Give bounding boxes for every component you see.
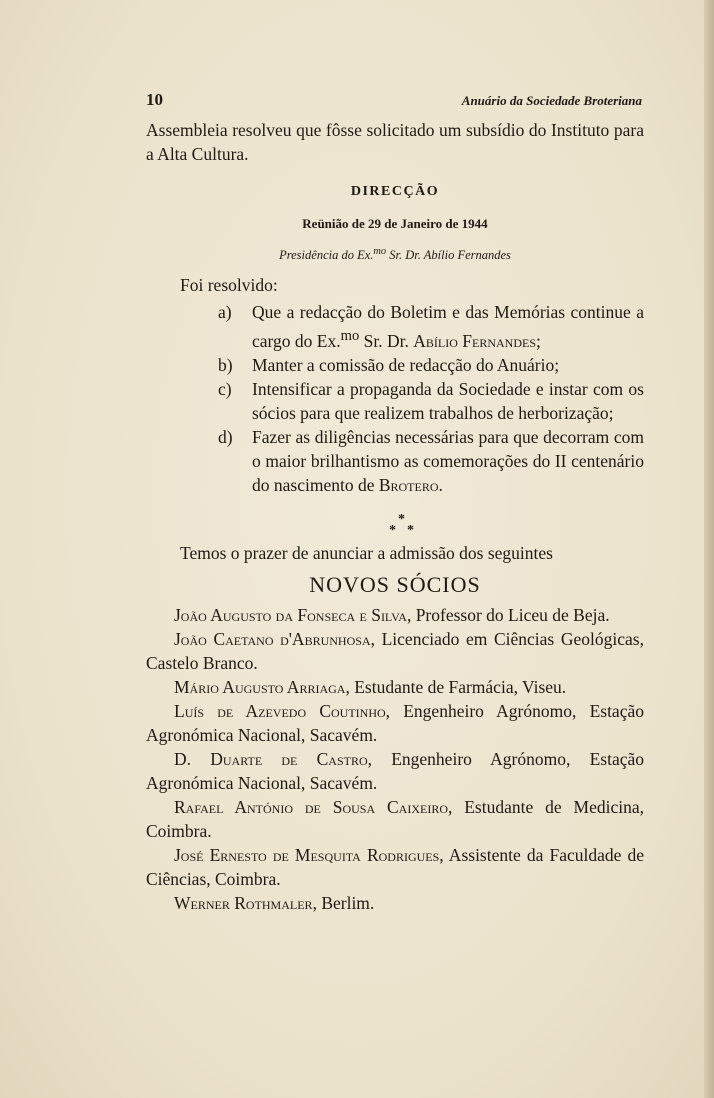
item-text: ; [536,330,541,351]
member-desc: , Professor do Liceu de Beja. [406,604,610,625]
member-desc: , Estudante de Medicina, Coimbra. [146,796,644,841]
member-name: João Caetano d'Abrunhosa [174,628,371,649]
member-entry [146,843,644,891]
asterism [146,505,644,541]
text-column [146,118,644,915]
list-item [206,353,644,377]
member-desc: , Berlim. [312,892,375,913]
member-desc: , Engenheiro Agrónomo, Estação Agronómica Nacional, Sacavém. [146,748,644,793]
list-item [206,300,644,353]
list-item [206,425,644,497]
meeting-heading: Reünião de 29 de Janeiro de 1944 [302,216,488,231]
item-marker: c) [218,378,232,399]
item-text: Que a redacção do Boletim e das Memórias continue a cargo do Ex. [252,302,644,351]
member-entry [146,627,644,675]
item-sup: mo [340,328,360,345]
member-entry [146,747,644,795]
member-name: Werner Rothmaler [174,892,313,913]
page-edge [704,0,714,1098]
section-title-direccao: DIRECÇÃO [350,184,440,199]
member-entry [146,603,644,627]
opening-paragraph: Assembleia resolveu que fôsse solicitado um subsídio do Instituto para a Alta Cultura. [146,120,644,164]
item-marker: a) [218,302,232,323]
asterism-star: * [407,522,414,538]
member-name: João Augusto da Fonseca e Silva [174,604,407,625]
asterism-star: * [389,522,396,538]
member-name: Luís de Azevedo Coutinho [174,700,386,721]
item-text: . [438,474,443,495]
member-desc: , Engenheiro Agrónomo, Estação Agronómica Nacional, Sacavém. [146,700,644,745]
presidency-line [146,240,644,267]
presidency-suffix: Sr. Dr. Abílio Fernandes [386,248,511,263]
item-text: Intensificar a propaganda da Sociedade e instar com os sócios para que realizem trabalhos de herborização; [252,378,644,423]
member-name: José Ernesto de Mesquita Rodrigues [174,844,440,865]
running-title: Anuário da Sociedade Broteriana [461,93,642,108]
running-header [146,90,642,110]
member-name: Mário Augusto Arriaga [174,676,346,697]
item-marker: d) [218,426,233,447]
page-number: 10 [146,90,163,109]
member-entry [146,795,644,843]
item-marker: b) [218,354,233,375]
item-name: Abílio Fernandes [413,330,536,351]
item-text: Manter a comissão de redacção do Anuário; [252,354,560,375]
member-desc: , Estudante de Farmácia, Viseu. [345,676,567,697]
presidency-sup: mo [373,246,387,257]
asterism-star: * [398,511,405,527]
member-entry [146,699,644,747]
presidency-prefix: Presidência do Ex. [279,248,374,263]
item-text: Sr. Dr. [359,330,414,351]
item-name: Brotero [378,474,439,495]
resolved-line: Foi resolvido: [180,275,278,296]
list-item [206,377,644,425]
item-text: Fazer as diligências necessárias para que decorram com o maior brilhantismo as comemorações do II centenário do nascimento de [252,426,644,495]
member-name: Rafael António de Sousa Caixeiro [174,796,448,817]
section-title-novos-socios: NOVOS SÓCIOS [309,571,481,597]
admission-paragraph: Temos o prazer de anunciar a admissão dos seguintes [180,542,553,563]
member-entry [146,891,644,915]
member-desc: , Licenciado em Ciências Geológicas, Castelo Branco. [146,628,644,673]
member-entry [146,675,644,699]
member-name: D. Duarte de Castro [174,748,368,769]
resolution-list [206,300,644,497]
member-desc: , Assistente da Faculdade de Ciências, Coimbra. [146,844,644,889]
